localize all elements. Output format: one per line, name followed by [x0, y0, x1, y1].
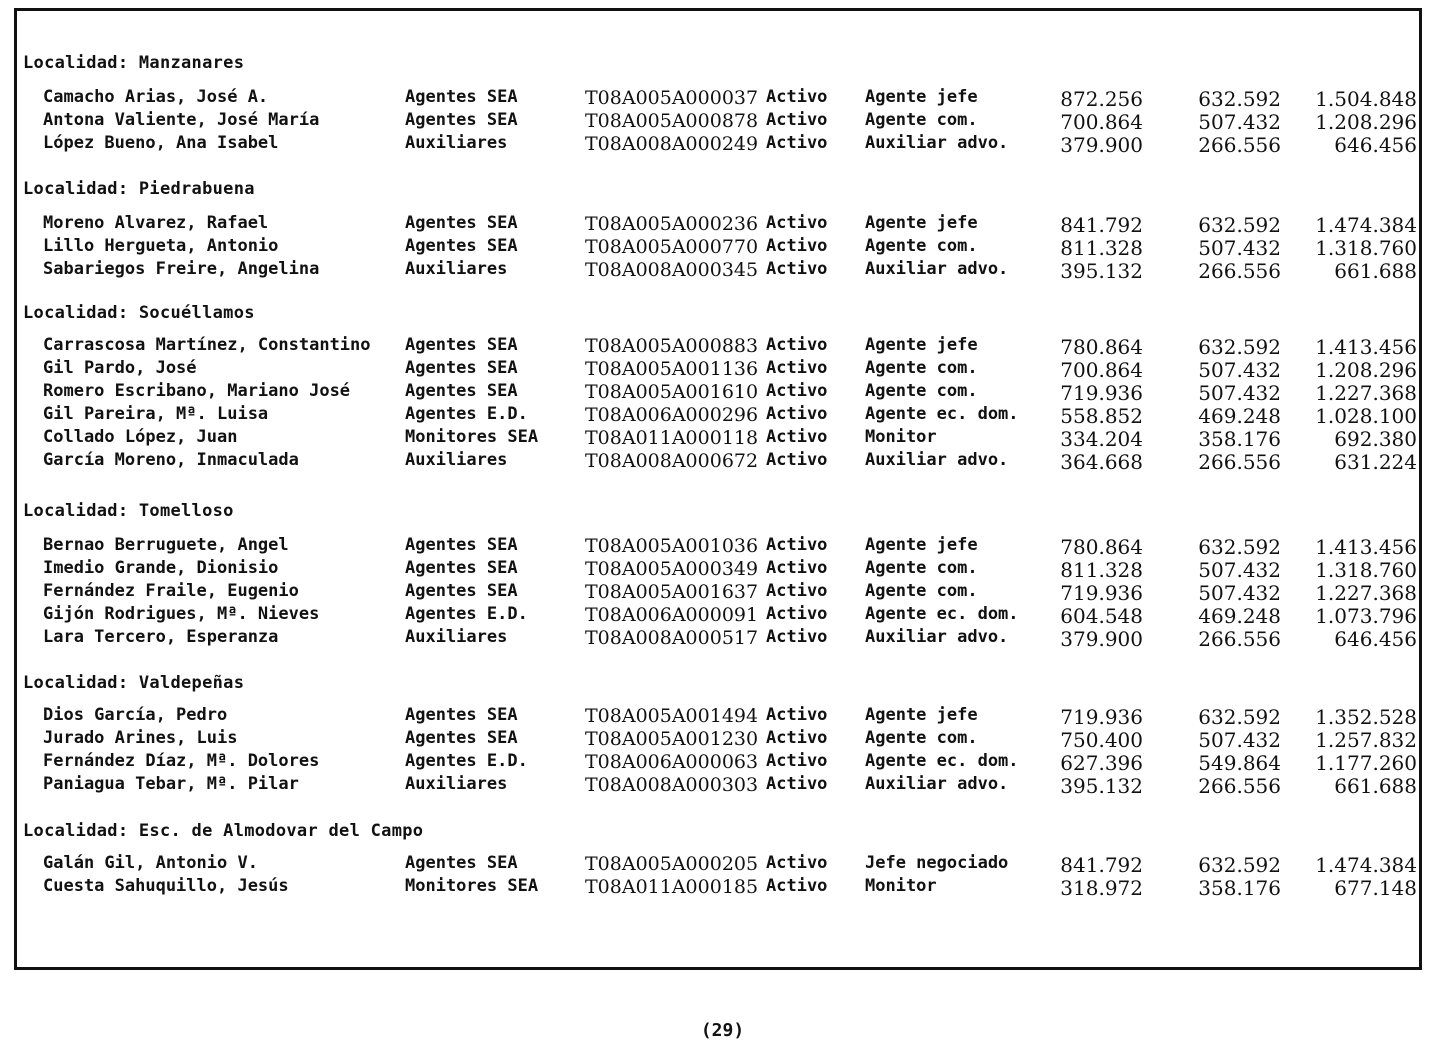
code: T08A008A000517 — [585, 627, 759, 649]
table-row — [23, 728, 1419, 752]
status: Activo — [766, 381, 828, 401]
amount-total: 1.208.296 — [1315, 110, 1417, 134]
amount-2: 507.432 — [1198, 358, 1281, 382]
code: T08A006A000296 — [585, 404, 759, 426]
amount-1: 318.972 — [1060, 876, 1143, 900]
position: Agente com. — [865, 236, 978, 256]
amount-1: 780.864 — [1060, 335, 1143, 359]
status: Activo — [766, 627, 828, 647]
amount-1: 395.132 — [1060, 259, 1143, 283]
amount-2: 266.556 — [1198, 774, 1281, 798]
employee-name: Antona Valiente, José María — [43, 110, 320, 130]
category: Agentes SEA — [405, 581, 518, 601]
position: Agente jefe — [865, 87, 978, 107]
status: Activo — [766, 236, 828, 256]
amount-2: 507.432 — [1198, 558, 1281, 582]
amount-total: 646.456 — [1334, 133, 1417, 157]
amount-1: 811.328 — [1060, 558, 1143, 582]
status: Activo — [766, 535, 828, 555]
category: Auxiliares — [405, 450, 508, 470]
position: Auxiliar advo. — [865, 133, 1009, 153]
amount-1: 872.256 — [1060, 87, 1143, 111]
category: Agentes SEA — [405, 213, 518, 233]
employee-name: Romero Escribano, Mariano José — [43, 381, 351, 401]
amount-2: 632.592 — [1198, 335, 1281, 359]
table-row — [23, 450, 1419, 474]
amount-1: 364.668 — [1060, 450, 1143, 474]
status: Activo — [766, 358, 828, 378]
table-row — [23, 133, 1419, 157]
amount-2: 266.556 — [1198, 259, 1281, 283]
table-row — [23, 853, 1419, 877]
table-row — [23, 774, 1419, 798]
status: Activo — [766, 705, 828, 725]
table-row — [23, 604, 1419, 628]
table-row — [23, 236, 1419, 260]
page-number: (29) — [700, 1020, 745, 1041]
code: T08A005A001494 — [585, 705, 759, 727]
amount-2: 266.556 — [1198, 627, 1281, 651]
table-row — [23, 705, 1419, 729]
position: Agente com. — [865, 558, 978, 578]
position: Auxiliar advo. — [865, 774, 1009, 794]
code: T08A008A000345 — [585, 259, 759, 281]
table-row — [23, 558, 1419, 582]
employee-name: Imedio Grande, Dionisio — [43, 558, 279, 578]
code: T08A008A000249 — [585, 133, 759, 155]
amount-2: 469.248 — [1198, 604, 1281, 628]
status: Activo — [766, 581, 828, 601]
position: Jefe negociado — [865, 853, 1009, 873]
amount-1: 750.400 — [1060, 728, 1143, 752]
table-row — [23, 87, 1419, 111]
employee-name: Lillo Hergueta, Antonio — [43, 236, 279, 256]
amount-2: 266.556 — [1198, 450, 1281, 474]
status: Activo — [766, 774, 828, 794]
amount-total: 1.227.368 — [1315, 581, 1417, 605]
table-row — [23, 213, 1419, 237]
category: Agentes SEA — [405, 558, 518, 578]
code: T08A005A000349 — [585, 558, 759, 580]
employee-name: Lara Tercero, Esperanza — [43, 627, 279, 647]
position: Auxiliar advo. — [865, 259, 1009, 279]
amount-total: 1.318.760 — [1315, 558, 1417, 582]
amount-2: 632.592 — [1198, 87, 1281, 111]
position: Agente jefe — [865, 535, 978, 555]
amount-total: 1.504.848 — [1315, 87, 1417, 111]
position: Auxiliar advo. — [865, 627, 1009, 647]
employee-name: Dios García, Pedro — [43, 705, 228, 725]
amount-2: 507.432 — [1198, 381, 1281, 405]
amount-1: 719.936 — [1060, 381, 1143, 405]
amount-1: 719.936 — [1060, 705, 1143, 729]
table-row — [23, 381, 1419, 405]
employee-name: Gil Pareira, Mª. Luisa — [43, 404, 269, 424]
category: Monitores SEA — [405, 427, 539, 447]
amount-2: 507.432 — [1198, 236, 1281, 260]
position: Agente com. — [865, 110, 978, 130]
code: T08A008A000672 — [585, 450, 759, 472]
code: T08A005A001637 — [585, 581, 759, 603]
category: Agentes SEA — [405, 87, 518, 107]
amount-total: 1.177.260 — [1315, 751, 1417, 775]
category: Agentes SEA — [405, 535, 518, 555]
amount-total: 1.073.796 — [1315, 604, 1417, 628]
code: T08A006A000063 — [585, 751, 759, 773]
amount-1: 604.548 — [1060, 604, 1143, 628]
code: T08A005A001610 — [585, 381, 759, 403]
amount-total: 646.456 — [1334, 627, 1417, 651]
status: Activo — [766, 876, 828, 896]
employee-name: Camacho Arias, José A. — [43, 87, 269, 107]
status: Activo — [766, 728, 828, 748]
position: Agente jefe — [865, 705, 978, 725]
status: Activo — [766, 450, 828, 470]
amount-2: 358.176 — [1198, 427, 1281, 451]
amount-2: 266.556 — [1198, 133, 1281, 157]
amount-total: 1.227.368 — [1315, 381, 1417, 405]
position: Agente ec. dom. — [865, 404, 1019, 424]
category: Agentes SEA — [405, 853, 518, 873]
employee-name: Sabariegos Freire, Angelina — [43, 259, 320, 279]
amount-1: 627.396 — [1060, 751, 1143, 775]
employee-name: López Bueno, Ana Isabel — [43, 133, 279, 153]
amount-2: 507.432 — [1198, 581, 1281, 605]
employee-name: Fernández Fraile, Eugenio — [43, 581, 299, 601]
category: Monitores SEA — [405, 876, 539, 896]
category: Agentes SEA — [405, 705, 518, 725]
amount-2: 632.592 — [1198, 853, 1281, 877]
locality-heading: Localidad: Tomelloso — [23, 501, 234, 521]
amount-1: 841.792 — [1060, 853, 1143, 877]
amount-total: 661.688 — [1334, 259, 1417, 283]
position: Agente com. — [865, 381, 978, 401]
status: Activo — [766, 133, 828, 153]
amount-1: 395.132 — [1060, 774, 1143, 798]
code: T08A011A000118 — [585, 427, 759, 449]
position: Agente com. — [865, 358, 978, 378]
amount-1: 558.852 — [1060, 404, 1143, 428]
amount-total: 631.224 — [1334, 450, 1417, 474]
table-row — [23, 427, 1419, 451]
amount-2: 632.592 — [1198, 213, 1281, 237]
locality-heading: Localidad: Socuéllamos — [23, 303, 255, 323]
locality-heading: Localidad: Piedrabuena — [23, 179, 255, 199]
employee-name: Gijón Rodrigues, Mª. Nieves — [43, 604, 320, 624]
table-row — [23, 627, 1419, 651]
category: Agentes E.D. — [405, 604, 528, 624]
category: Agentes E.D. — [405, 404, 528, 424]
status: Activo — [766, 427, 828, 447]
status: Activo — [766, 558, 828, 578]
status: Activo — [766, 213, 828, 233]
table-row — [23, 259, 1419, 283]
amount-total: 1.028.100 — [1315, 404, 1417, 428]
category: Agentes SEA — [405, 110, 518, 130]
category: Auxiliares — [405, 259, 508, 279]
table-row — [23, 581, 1419, 605]
status: Activo — [766, 751, 828, 771]
amount-2: 632.592 — [1198, 705, 1281, 729]
status: Activo — [766, 110, 828, 130]
amount-1: 780.864 — [1060, 535, 1143, 559]
employee-name: Cuesta Sahuquillo, Jesús — [43, 876, 289, 896]
amount-total: 1.352.528 — [1315, 705, 1417, 729]
code: T08A005A000236 — [585, 213, 759, 235]
amount-1: 700.864 — [1060, 358, 1143, 382]
amount-total: 1.413.456 — [1315, 535, 1417, 559]
amount-1: 334.204 — [1060, 427, 1143, 451]
status: Activo — [766, 335, 828, 355]
category: Agentes SEA — [405, 236, 518, 256]
amount-total: 1.474.384 — [1315, 213, 1417, 237]
table-row — [23, 358, 1419, 382]
code: T08A005A000205 — [585, 853, 759, 875]
category: Auxiliares — [405, 133, 508, 153]
amount-1: 379.900 — [1060, 133, 1143, 157]
employee-name: Paniagua Tebar, Mª. Pilar — [43, 774, 299, 794]
employee-name: Moreno Alvarez, Rafael — [43, 213, 269, 233]
status: Activo — [766, 404, 828, 424]
position: Agente com. — [865, 728, 978, 748]
amount-total: 692.380 — [1334, 427, 1417, 451]
table-row — [23, 876, 1419, 900]
locality-heading: Localidad: Manzanares — [23, 53, 245, 73]
amount-2: 358.176 — [1198, 876, 1281, 900]
code: T08A005A000883 — [585, 335, 759, 357]
code: T08A008A000303 — [585, 774, 759, 796]
category: Agentes SEA — [405, 358, 518, 378]
employee-name: Fernández Díaz, Mª. Dolores — [43, 751, 320, 771]
category: Auxiliares — [405, 627, 508, 647]
table-row — [23, 110, 1419, 134]
code: T08A005A000878 — [585, 110, 759, 132]
category: Agentes SEA — [405, 728, 518, 748]
amount-1: 811.328 — [1060, 236, 1143, 260]
employee-name: García Moreno, Inmaculada — [43, 450, 299, 470]
code: T08A005A001036 — [585, 535, 759, 557]
employee-name: Carrascosa Martínez, Constantino — [43, 335, 371, 355]
employee-name: Gil Pardo, José — [43, 358, 197, 378]
position: Agente jefe — [865, 335, 978, 355]
position: Agente ec. dom. — [865, 604, 1019, 624]
position: Agente com. — [865, 581, 978, 601]
amount-2: 469.248 — [1198, 404, 1281, 428]
position: Agente jefe — [865, 213, 978, 233]
amount-total: 1.413.456 — [1315, 335, 1417, 359]
employee-name: Jurado Arines, Luis — [43, 728, 238, 748]
locality-heading: Localidad: Esc. de Almodovar del Campo — [23, 821, 424, 841]
status: Activo — [766, 853, 828, 873]
code: T08A005A001136 — [585, 358, 759, 380]
amount-1: 700.864 — [1060, 110, 1143, 134]
locality-group — [23, 821, 1419, 981]
table-row — [23, 335, 1419, 359]
employee-name: Collado López, Juan — [43, 427, 238, 447]
amount-1: 719.936 — [1060, 581, 1143, 605]
category: Agentes E.D. — [405, 751, 528, 771]
amount-total: 661.688 — [1334, 774, 1417, 798]
code: T08A005A001230 — [585, 728, 759, 750]
code: T08A011A000185 — [585, 876, 759, 898]
amount-1: 379.900 — [1060, 627, 1143, 651]
amount-total: 1.208.296 — [1315, 358, 1417, 382]
category: Agentes SEA — [405, 381, 518, 401]
amount-1: 841.792 — [1060, 213, 1143, 237]
category: Agentes SEA — [405, 335, 518, 355]
status: Activo — [766, 604, 828, 624]
locality-heading: Localidad: Valdepeñas — [23, 673, 245, 693]
document-frame — [14, 8, 1422, 970]
amount-total: 677.148 — [1334, 876, 1417, 900]
position: Monitor — [865, 876, 937, 896]
amount-total: 1.474.384 — [1315, 853, 1417, 877]
table-row — [23, 535, 1419, 559]
position: Agente ec. dom. — [865, 751, 1019, 771]
category: Auxiliares — [405, 774, 508, 794]
locality-group — [23, 501, 1419, 661]
amount-total: 1.257.832 — [1315, 728, 1417, 752]
amount-total: 1.318.760 — [1315, 236, 1417, 260]
code: T08A005A000770 — [585, 236, 759, 258]
amount-2: 632.592 — [1198, 535, 1281, 559]
table-row — [23, 751, 1419, 775]
locality-group — [23, 303, 1419, 474]
position: Monitor — [865, 427, 937, 447]
code: T08A006A000091 — [585, 604, 759, 626]
employee-name: Galán Gil, Antonio V. — [43, 853, 258, 873]
code: T08A005A000037 — [585, 87, 759, 109]
table-row — [23, 404, 1419, 428]
employee-name: Bernao Berruguete, Angel — [43, 535, 289, 555]
locality-group — [23, 673, 1419, 833]
amount-2: 507.432 — [1198, 110, 1281, 134]
position: Auxiliar advo. — [865, 450, 1009, 470]
amount-2: 549.864 — [1198, 751, 1281, 775]
amount-2: 507.432 — [1198, 728, 1281, 752]
status: Activo — [766, 87, 828, 107]
status: Activo — [766, 259, 828, 279]
